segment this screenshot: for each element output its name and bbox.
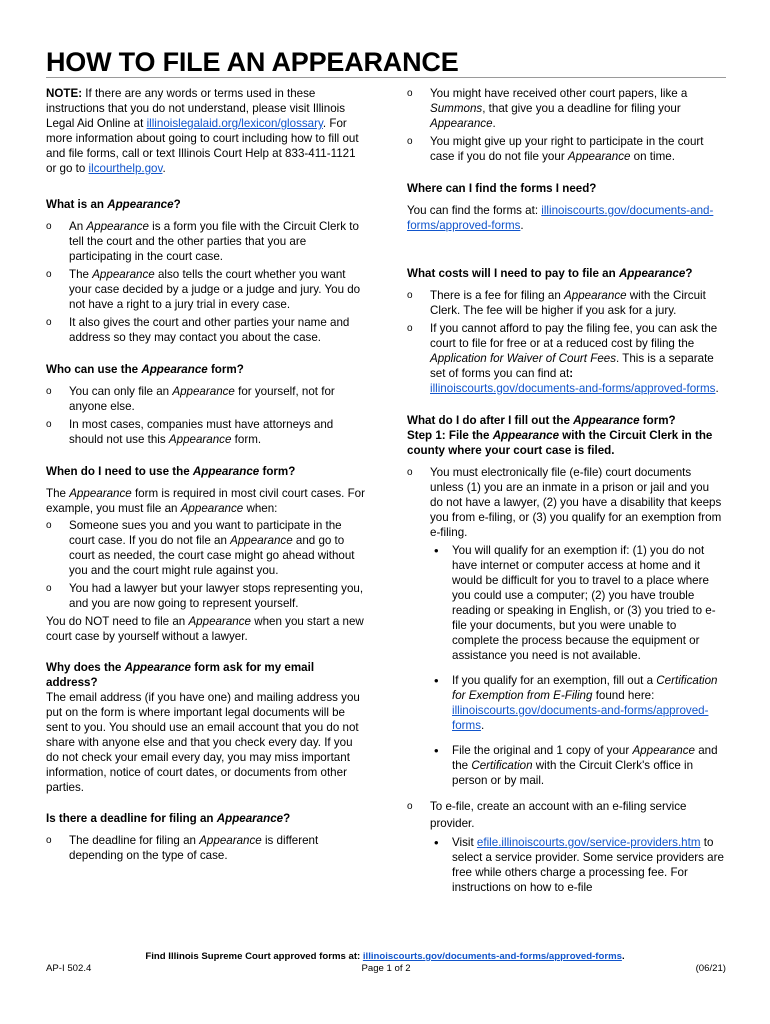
list-item: o The deadline for filing an Appearance is different depending on the type of case. xyxy=(46,833,368,863)
title-divider xyxy=(46,77,726,78)
list-item: o In most cases, companies must have attorneys and should not use this Appearance form. xyxy=(46,417,368,447)
what-is-heading: What is an Appearance? xyxy=(46,198,181,211)
costs-list xyxy=(407,288,725,396)
list-item: o You might give up your right to participate in the court case if you do not file your Appearance on time. xyxy=(407,134,725,164)
list-item: • If you qualify for an exemption, fill out a Certification for Exemption from E-Filing found here: illinoiscourts.gov/documents-and-forms/approved-forms. xyxy=(430,673,725,733)
right-column xyxy=(407,86,725,905)
when-list xyxy=(46,518,368,611)
list-item: o You had a lawyer but your lawyer stops representing you, and you are now going to represent yourself. xyxy=(46,581,368,611)
step1-heading: Step 1: File the Appearance with the Circuit Clerk in the county where your court case is filed. xyxy=(407,429,713,457)
who-can-list xyxy=(46,384,368,447)
list-item: o You must electronically file (e-file) court documents unless (1) you are an inmate in a prison or jail and you do not have a lawyer, (2) you have a disability that keeps you from e-filing, or (3) you qualify for an exemption from e-filing. • You will qualify for an exemption if: (1) you do not have internet or computer access at home and it would be difficult for you to travel to a place where you could use a computer; (2) you have trouble reading or speaking in English, or (3) you tried to e-file your documents, but you were unable to complete the process because the equipment or assistance you need is not available. • If you qualify for an exemption, fill out a Certification for Exemption from E-Filing found here: illinoiscourts.gov/documents-and-forms/approved-forms. • File the original and 1 copy of your Appearance and the Certification with the Circuit Clerk's office in person or by mail. xyxy=(407,465,725,788)
footer-forms-link[interactable]: illinoiscourts.gov/documents-and-forms/approved-forms xyxy=(362,951,622,962)
footer-forms-note: Find Illinois Supreme Court approved forms at: illinoiscourts.gov/documents-and-forms/approved-forms. xyxy=(145,951,625,962)
list-item: o You might have received other court papers, like a Summons, that give you a deadline for filing your Appearance. xyxy=(407,86,725,131)
glossary-link[interactable]: illinoislegalaid.org/lexicon/glossary xyxy=(146,117,323,130)
exemption-sublist xyxy=(430,543,725,788)
service-providers-link[interactable]: efile.illinoiscourts.gov/service-providers.htm xyxy=(476,836,701,849)
why-email-heading: Why does the Appearance form ask for my email address? xyxy=(46,661,315,689)
deadline-list-right xyxy=(407,86,725,164)
revision-date: (06/21) xyxy=(695,963,726,974)
exemption-forms-link[interactable]: illinoiscourts.gov/documents-and-forms/approved-forms xyxy=(452,704,709,732)
page-number: Page 1 of 2 xyxy=(361,963,411,974)
costs-heading: What costs will I need to pay to file an Appearance? xyxy=(407,267,693,280)
note-label: NOTE: xyxy=(46,87,83,100)
left-column xyxy=(46,86,368,866)
who-can-heading: Who can use the Appearance form? xyxy=(46,363,244,376)
what-is-list xyxy=(46,219,368,345)
deadline-heading: Is there a deadline for filing an Appearance? xyxy=(46,812,291,825)
note-paragraph: NOTE: If there are any words or terms used in these instructions that you do not understand, please visit Illinois Legal Aid Online at illinoislegalaid.org/lexicon/glossary. For more information about going to court including how to fill out and file forms, call or text Illinois Court Help at 833-411-1121 or go to ilcourthelp.gov. xyxy=(46,87,359,175)
list-item: o An Appearance is a form you file with the Circuit Clerk to tell the court and the other parties that you are participating in the court case. xyxy=(46,219,368,264)
where-forms-body: You can find the forms at: illinoiscourts.gov/documents-and-forms/approved-forms. xyxy=(407,204,714,232)
list-item: • Visit efile.illinoiscourts.gov/service-providers.htm to select a service provider. Some service providers are free while others charge a processing fee. For instructions on how to e-file xyxy=(430,835,725,895)
approved-forms-link[interactable]: illinoiscourts.gov/documents-and-forms/approved-forms xyxy=(407,204,714,232)
where-forms-heading: Where can I find the forms I need? xyxy=(407,182,597,195)
ilcourthelp-link[interactable]: ilcourthelp.gov xyxy=(88,162,163,175)
list-item: o If you cannot afford to pay the filing fee, you can ask the court to file for free or at a reduced cost by filing the Application for Waiver of Court Fees. This is a separate set of forms you can find at: illinoiscourts.gov/documents-and-forms/approved-forms. xyxy=(407,321,725,396)
when-heading: When do I need to use the Appearance form? xyxy=(46,465,296,478)
after-heading: What do I do after I fill out the Appearance form? xyxy=(407,414,676,427)
deadline-list-left xyxy=(46,833,368,863)
when-intro: The Appearance form is required in most civil court cases. For example, you must file an Appearance when: xyxy=(46,487,365,515)
list-item: o To e-file, create an account with an e-filing service provider. • Visit efile.illinoiscourts.gov/service-providers.htm to select a service provider. Some service providers are free while others charge a processing fee. For instructions on how to e-file xyxy=(407,798,725,895)
list-item: o The Appearance also tells the court whether you want your case decided by a judge or a judge and jury. You do not have a right to a jury trial in every case. xyxy=(46,267,368,312)
list-item: o You can only file an Appearance for yourself, not for anyone else. xyxy=(46,384,368,414)
list-item: • You will qualify for an exemption if: (1) you do not have internet or computer access at home and it would be difficult for you to travel to a place where you could use a computer; (2) you have trouble reading or speaking in English, or (3) you tried to e-file your documents, but you were unable to complete the process because the equipment or assistance you need is not available. xyxy=(430,543,725,663)
list-item: • File the original and 1 copy of your Appearance and the Certification with the Circuit Clerk's office in person or by mail. xyxy=(430,743,725,788)
list-item: o It also gives the court and other parties your name and address so they may contact you about the case. xyxy=(46,315,368,345)
efile-sublist xyxy=(430,835,725,895)
fee-waiver-forms-link[interactable]: illinoiscourts.gov/documents-and-forms/approved-forms xyxy=(430,382,716,395)
why-email-body: The email address (if you have one) and mailing address you put on the form is where important legal documents will be sent to you. You should use an email account that you do not share with anyone else and that you check every day. If you do not check your email every day, you may miss important information, notice of court dates, or documents from other parties. xyxy=(46,691,360,794)
list-item: o Someone sues you and you want to participate in the court case. If you do not file an Appearance and go to court as needed, the court case might go ahead without you and the court might rule against you. xyxy=(46,518,368,578)
list-item: o There is a fee for filing an Appearance with the Circuit Clerk. The fee will be higher if you ask for a jury. xyxy=(407,288,725,318)
when-outro: You do NOT need to file an Appearance when you start a new court case by yourself without a lawyer. xyxy=(46,615,364,643)
form-id: AP-I 502.4 xyxy=(46,963,92,974)
page-title: HOW TO FILE AN APPEARANCE xyxy=(46,47,459,77)
after-list xyxy=(407,465,725,895)
